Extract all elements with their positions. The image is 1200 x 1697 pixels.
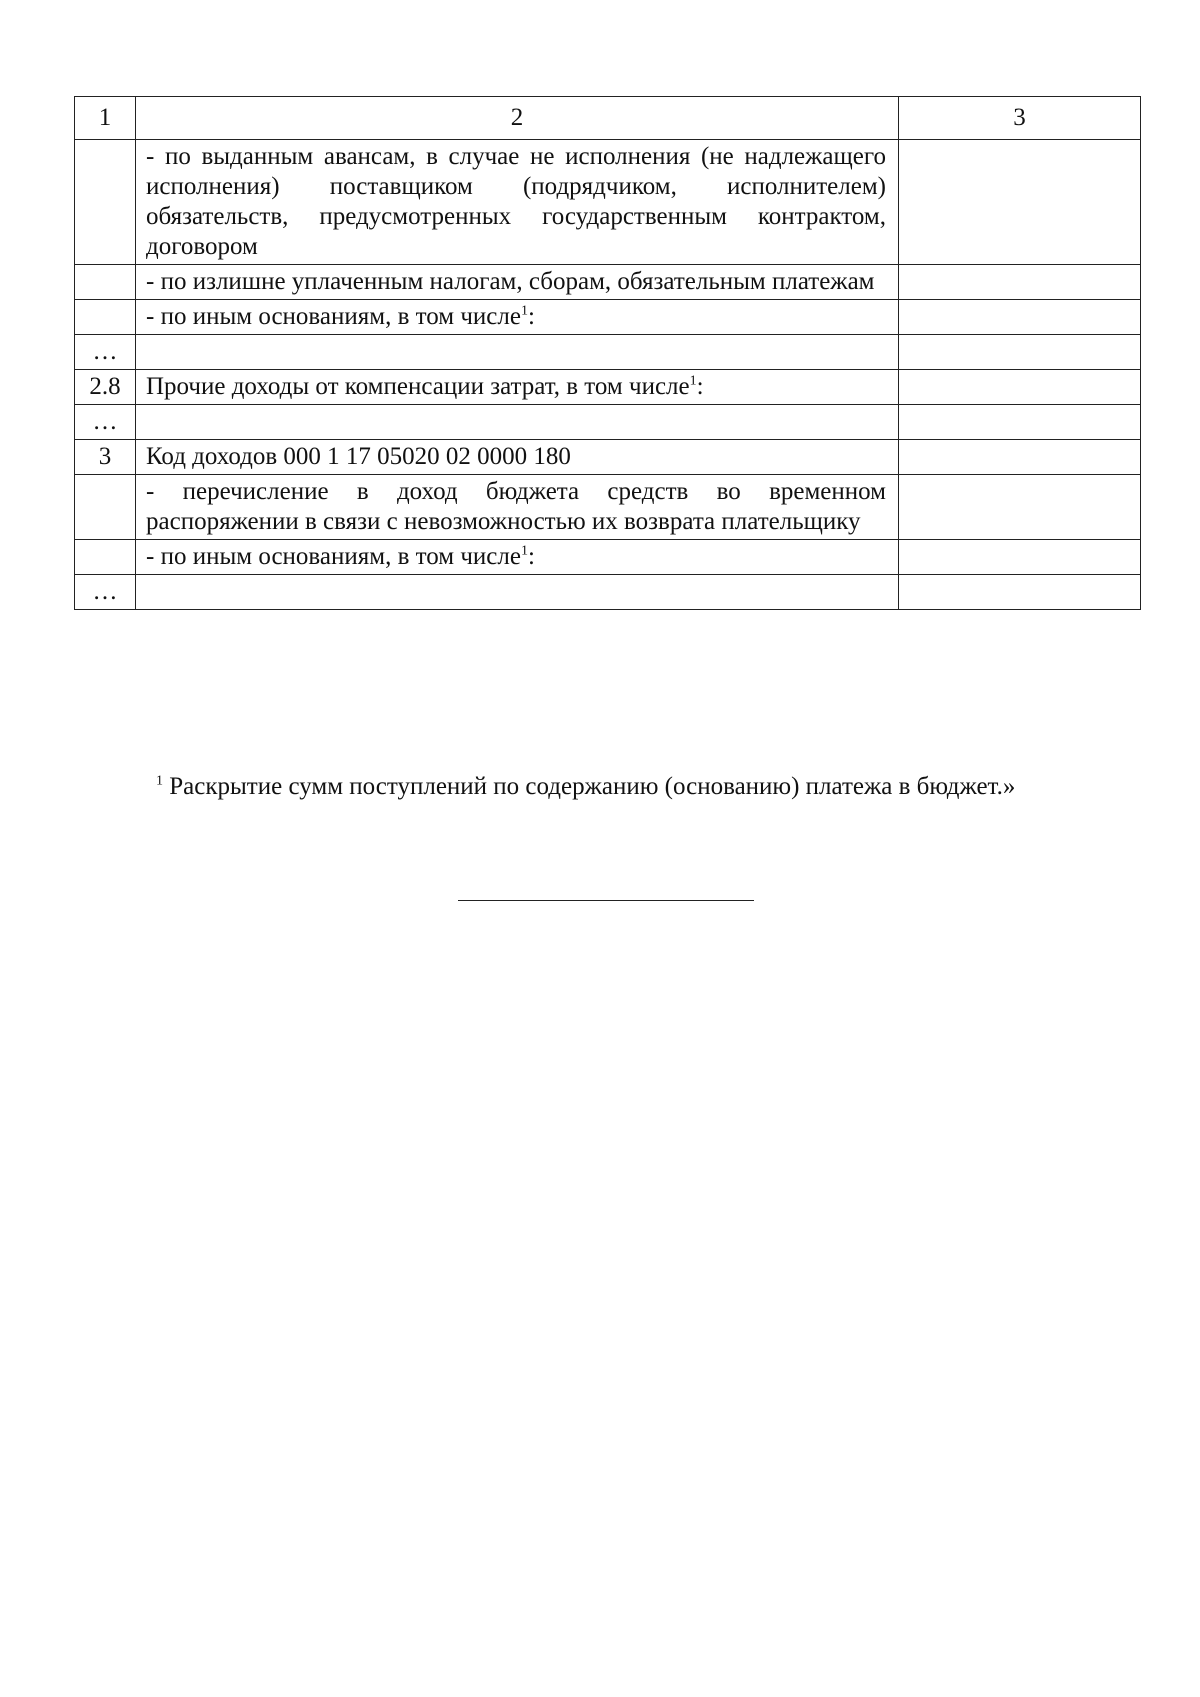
footnote-marker: 1 <box>156 773 163 789</box>
header-cell-3: 3 <box>899 97 1141 140</box>
row-value <box>899 540 1141 575</box>
row-number: … <box>75 335 136 370</box>
row-number <box>75 475 136 540</box>
footnote-ref: 1 <box>689 373 697 389</box>
row-value <box>899 440 1141 475</box>
row-value <box>899 370 1141 405</box>
row-description <box>136 405 899 440</box>
row-value <box>899 335 1141 370</box>
row-value <box>899 300 1141 335</box>
row-value <box>899 140 1141 265</box>
row-description: - по излишне уплаченным налогам, сборам, обязательным платежам <box>136 265 899 300</box>
row-value <box>899 265 1141 300</box>
row-description: Прочие доходы от компенсации затрат, в том числе$^1$: <box>136 370 899 405</box>
table-row <box>75 475 1141 540</box>
table-row <box>75 440 1141 475</box>
closing-divider <box>458 900 754 901</box>
row-number <box>75 265 136 300</box>
table-row <box>75 140 1141 265</box>
table-row <box>75 540 1141 575</box>
row-value <box>899 475 1141 540</box>
row-description: - по выданным авансам, в случае не исполнения (не надлежащего исполнения) поставщиком (подрядчиком, исполнителем) обязательств, предусмотренных государственным контрактом, договором <box>136 140 899 265</box>
table-row <box>75 575 1141 610</box>
row-description <box>136 335 899 370</box>
table-row <box>75 370 1141 405</box>
row-value <box>899 575 1141 610</box>
header-cell-1: 1 <box>75 97 136 140</box>
row-number: 3 <box>75 440 136 475</box>
row-value <box>899 405 1141 440</box>
row-number: … <box>75 405 136 440</box>
row-number: … <box>75 575 136 610</box>
footnote <box>156 772 1015 802</box>
row-number: 2.8 <box>75 370 136 405</box>
table-row <box>75 405 1141 440</box>
table-row <box>75 335 1141 370</box>
row-number <box>75 540 136 575</box>
row-number <box>75 300 136 335</box>
header-cell-2: 2 <box>136 97 899 140</box>
row-description <box>136 575 899 610</box>
row-description: - перечисление в доход бюджета средств во временном распоряжении в связи с невозможностью их возврата плательщику <box>136 475 899 540</box>
row-description: Код доходов 000 1 17 05020 02 0000 180 <box>136 440 899 475</box>
table-header-row <box>75 97 1141 140</box>
footnote-text: Раскрытие сумм поступлений по содержанию (основанию) платежа в бюджет.» <box>163 773 1016 800</box>
row-number <box>75 140 136 265</box>
footnote-ref: 1 <box>520 543 528 559</box>
footnote-ref: 1 <box>520 303 528 319</box>
row-description: - по иным основаниям, в том числе$^1$: <box>136 540 899 575</box>
revenue-table <box>74 96 1141 610</box>
row-description: - по иным основаниям, в том числе$^1$: <box>136 300 899 335</box>
table-row <box>75 265 1141 300</box>
table-row <box>75 300 1141 335</box>
